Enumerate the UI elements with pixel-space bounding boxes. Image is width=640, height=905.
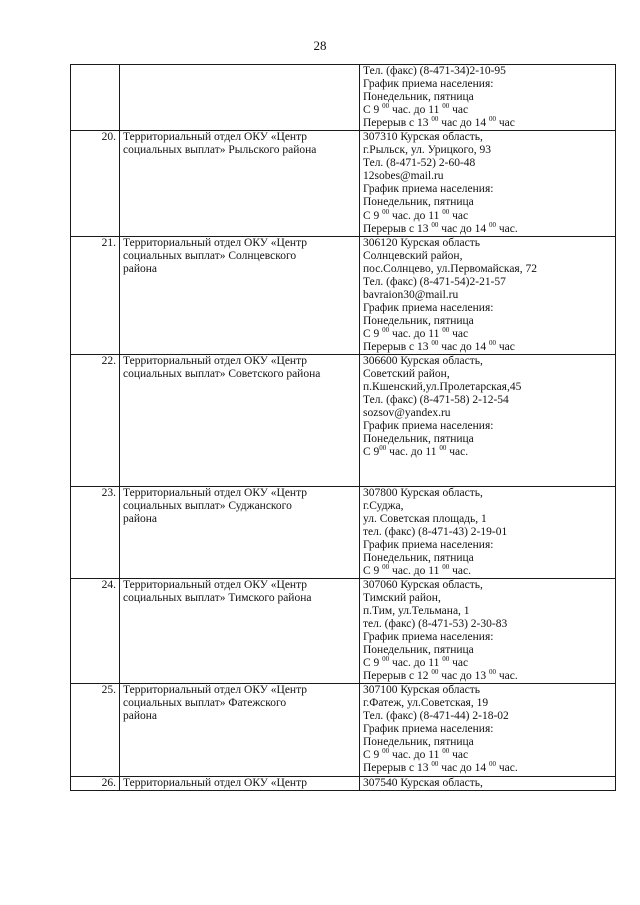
- contact-text: Тел. (факс) (8-471-58) 2-12-54: [363, 394, 509, 407]
- contact-text: Понедельник, пятница: [363, 196, 474, 209]
- contact-text: час до 14: [438, 117, 489, 130]
- contact-line: [363, 670, 612, 683]
- contact-line: [363, 183, 612, 196]
- contact-cell: [360, 355, 616, 486]
- contact-text: г.Суджа,: [363, 499, 404, 512]
- contact-line: [363, 513, 612, 526]
- organization-cell: [120, 776, 360, 790]
- row-number: 21.: [71, 236, 120, 354]
- organization-line: социальных выплат» Солнцевского: [123, 249, 297, 262]
- time-superscript: 00: [431, 338, 439, 347]
- contact-text: час.: [496, 222, 518, 235]
- contact-text: час.: [496, 670, 518, 683]
- contact-text: 307100 Курская область: [363, 684, 480, 697]
- contact-text: час до 13: [438, 670, 489, 683]
- contact-cell: [360, 684, 616, 776]
- contact-text: час. до 11: [389, 104, 443, 117]
- organization-cell: [120, 65, 360, 131]
- organization-line: Территориальный отдел ОКУ «Центр: [123, 776, 308, 789]
- contact-text: час до 14: [438, 222, 489, 235]
- contact-line: [363, 289, 612, 302]
- time-superscript: 00: [382, 562, 390, 571]
- contact-text: График приема населения:: [363, 78, 494, 91]
- organization-cell: [120, 236, 360, 354]
- organization-line: Территориальный отдел ОКУ «Центр: [123, 684, 308, 697]
- time-superscript: 00: [489, 115, 496, 124]
- time-superscript: 00: [442, 207, 450, 216]
- contact-text: Тел. (8-471-52) 2-60-48: [363, 157, 476, 170]
- time-superscript: 00: [431, 220, 439, 229]
- contact-line: [363, 684, 612, 697]
- contact-line: [363, 207, 612, 223]
- contact-line: [363, 644, 612, 657]
- contact-text: час: [449, 327, 469, 340]
- contact-line: [363, 446, 612, 459]
- contact-line: [363, 338, 612, 354]
- contact-text: График приема населения:: [363, 301, 494, 314]
- organization-cell: [120, 131, 360, 236]
- contact-text: Советский район,: [363, 368, 450, 381]
- organization-line: социальных выплат» Суджанского: [123, 499, 292, 512]
- contact-line: [363, 657, 612, 670]
- contact-line: [363, 736, 612, 749]
- time-superscript: 00: [431, 668, 439, 677]
- contact-line: [363, 368, 612, 381]
- contact-cell: [360, 486, 616, 578]
- organization-line: социальных выплат» Тимского района: [123, 591, 312, 604]
- table-row: [71, 684, 616, 776]
- contact-text: С 9: [363, 104, 383, 117]
- contact-text: 307800 Курская область,: [363, 486, 483, 499]
- contact-line: [363, 433, 612, 446]
- contact-line: [363, 196, 612, 209]
- contact-cell: [360, 578, 616, 683]
- table-row: [71, 355, 616, 486]
- time-superscript: 00: [489, 760, 496, 769]
- contact-text: Понедельник, пятница: [363, 433, 474, 446]
- contact-line: [363, 325, 612, 341]
- contact-line: [363, 237, 612, 250]
- contact-line: [363, 472, 612, 485]
- row-number: 24.: [71, 578, 120, 683]
- time-superscript: 00: [379, 444, 387, 453]
- contact-line: [363, 420, 612, 433]
- contact-text: Солнцевский район,: [363, 249, 463, 262]
- contact-text: 12sobes@mail.ru: [363, 170, 444, 183]
- time-superscript: 00: [442, 562, 450, 571]
- contact-text: час. до 11: [389, 209, 443, 222]
- contact-line: [363, 302, 612, 315]
- contact-text: час: [449, 209, 469, 222]
- row-number: 25.: [71, 684, 120, 776]
- contact-text: С 9: [363, 446, 380, 459]
- organization-line: района: [123, 512, 158, 525]
- contact-line: [363, 276, 612, 289]
- contact-text: час.: [449, 564, 471, 577]
- departments-table: [70, 64, 616, 791]
- contact-line: [363, 526, 612, 539]
- time-superscript: 00: [489, 338, 496, 347]
- time-superscript: 00: [442, 325, 450, 334]
- contact-text: Перерыв с 13: [363, 117, 432, 130]
- contact-text: С 9: [363, 749, 383, 762]
- table-row: [71, 131, 616, 236]
- organization-line: Территориальный отдел ОКУ «Центр: [123, 486, 308, 499]
- organization-line: Территориальный отдел ОКУ «Центр: [123, 355, 308, 368]
- contact-line: [363, 631, 612, 644]
- time-superscript: 00: [439, 444, 447, 453]
- organization-line: района: [123, 262, 158, 275]
- contact-line: [363, 104, 612, 117]
- table-row: [71, 236, 616, 354]
- time-superscript: 00: [431, 115, 439, 124]
- organization-line: социальных выплат» Фатежского: [123, 697, 287, 710]
- contact-line: [363, 552, 612, 565]
- contact-line: [363, 315, 612, 328]
- contact-line: [363, 170, 612, 183]
- contact-text: bavraion30@mail.ru: [363, 288, 459, 301]
- contact-text: Тел. (факс) (8-471-54)2-21-57: [363, 275, 506, 288]
- row-number: 26.: [71, 776, 120, 790]
- contact-text: час: [449, 657, 469, 670]
- table-body: [71, 65, 616, 791]
- table-row: [71, 486, 616, 578]
- contact-text: 307060 Курская область,: [363, 578, 483, 591]
- contact-line: [363, 117, 612, 130]
- contact-text: Понедельник, пятница: [363, 644, 474, 657]
- contact-text: График приема населения:: [363, 723, 494, 736]
- organization-line: Территориальный отдел ОКУ «Центр: [123, 578, 308, 591]
- contact-text: час: [496, 340, 515, 353]
- contact-line: [363, 710, 612, 723]
- contact-line: [363, 263, 612, 276]
- contact-text: Тимский район,: [363, 591, 441, 604]
- time-superscript: 00: [489, 220, 496, 229]
- contact-text: п.Кшенский,ул.Пролетарская,45: [363, 381, 522, 394]
- contact-text: час: [496, 117, 515, 130]
- contact-line: [363, 539, 612, 552]
- contact-line: [363, 91, 612, 104]
- contact-line: [363, 605, 612, 618]
- contact-cell: [360, 131, 616, 236]
- contact-text: Тел. (факс) (8-471-44) 2-18-02: [363, 710, 509, 723]
- contact-line: [363, 762, 612, 775]
- contact-line: [363, 78, 612, 91]
- contact-line: [363, 777, 612, 790]
- contact-text: sozsov@yandex.ru: [363, 407, 451, 420]
- contact-line: [363, 394, 612, 407]
- time-superscript: 00: [442, 102, 450, 111]
- contact-line: [363, 65, 612, 78]
- contact-text: Понедельник, пятница: [363, 736, 474, 749]
- row-number: 22.: [71, 355, 120, 486]
- organization-cell: [120, 684, 360, 776]
- contact-line: [363, 592, 612, 605]
- contact-line: [363, 562, 612, 578]
- organization-line: социальных выплат» Рыльского района: [123, 144, 317, 157]
- contact-text: час. до 11: [389, 327, 443, 340]
- contact-text: 306600 Курская область,: [363, 355, 483, 368]
- contact-text: Понедельник, пятница: [363, 314, 474, 327]
- contact-text: Тел. (факс) (8-471-34)2-10-95: [363, 65, 506, 77]
- row-number: 20.: [71, 131, 120, 236]
- contact-line: [363, 459, 612, 472]
- time-superscript: 00: [442, 655, 450, 664]
- contact-line: [363, 723, 612, 736]
- contact-text: С 9: [363, 327, 383, 340]
- contact-line: [363, 220, 612, 236]
- contact-text: График приема населения:: [363, 183, 494, 196]
- contact-line: [363, 579, 612, 592]
- contact-text: пос.Солнцево, ул.Первомайская, 72: [363, 262, 537, 275]
- contact-text: час: [449, 104, 469, 117]
- time-superscript: 00: [431, 760, 439, 769]
- contact-text: График приема населения:: [363, 631, 494, 644]
- contact-line: [363, 487, 612, 500]
- contact-text: Понедельник, пятница: [363, 551, 474, 564]
- contact-text: час: [449, 749, 469, 762]
- contact-line: [363, 355, 612, 368]
- contact-text: 307310 Курская область,: [363, 131, 483, 144]
- contact-text: Понедельник, пятница: [363, 91, 474, 104]
- contact-text: 306120 Курская область: [363, 236, 480, 249]
- contact-text: График приема населения:: [363, 420, 494, 433]
- contact-text: час.: [446, 446, 469, 459]
- contact-line: [363, 250, 612, 263]
- organization-line: Территориальный отдел ОКУ «Центр: [123, 236, 308, 249]
- contact-cell: [360, 236, 616, 354]
- contact-text: час. до 11: [389, 657, 443, 670]
- contact-text: Перерыв с 12: [363, 670, 432, 683]
- contact-text: ул. Советская площадь, 1: [363, 512, 487, 525]
- time-superscript: 00: [382, 207, 390, 216]
- contact-line: [363, 407, 612, 420]
- time-superscript: 00: [382, 747, 390, 756]
- contact-text: п.Тим, ул.Тельмана, 1: [363, 604, 470, 617]
- row-number: 23.: [71, 486, 120, 578]
- contact-line: [363, 697, 612, 710]
- contact-text: час. до 11: [389, 749, 443, 762]
- contact-text: час. до 11: [386, 446, 440, 459]
- organization-line: социальных выплат» Советского района: [123, 368, 321, 381]
- time-superscript: 00: [382, 655, 390, 664]
- contact-line: [363, 618, 612, 631]
- contact-text: Перерыв с 13: [363, 222, 432, 235]
- time-superscript: 00: [382, 325, 390, 334]
- contact-text: Перерыв с 13: [363, 762, 432, 775]
- contact-line: [363, 381, 612, 394]
- organization-cell: [120, 486, 360, 578]
- contact-line: [363, 131, 612, 144]
- contact-text: С 9: [363, 657, 383, 670]
- row-number: [71, 65, 120, 131]
- contact-text: тел. (факс) (8-471-43) 2-19-01: [363, 525, 508, 538]
- page-number: 28: [313, 38, 327, 53]
- time-superscript: 00: [489, 668, 496, 677]
- contact-text: График приема населения:: [363, 538, 494, 551]
- time-superscript: 00: [442, 747, 450, 756]
- table-row: [71, 65, 616, 131]
- contact-text: С 9: [363, 564, 383, 577]
- organization-line: района: [123, 710, 158, 723]
- contact-text: г.Фатеж, ул.Советская, 19: [363, 697, 489, 710]
- table-row: [71, 578, 616, 683]
- contact-line: [363, 500, 612, 513]
- time-superscript: 00: [382, 102, 390, 111]
- contact-cell: [360, 65, 616, 131]
- contact-line: [363, 157, 612, 170]
- contact-text: Перерыв с 13: [363, 340, 432, 353]
- contact-text: час до 14: [438, 340, 489, 353]
- table-row: [71, 776, 616, 790]
- organization-line: Территориальный отдел ОКУ «Центр: [123, 131, 308, 144]
- organization-cell: [120, 578, 360, 683]
- contact-text: час. до 11: [389, 564, 443, 577]
- contact-text: 307540 Курская область,: [363, 776, 483, 789]
- organization-cell: [120, 355, 360, 486]
- contact-text: тел. (факс) (8-471-53) 2-30-83: [363, 617, 508, 630]
- contact-text: С 9: [363, 209, 383, 222]
- contact-line: [363, 749, 612, 762]
- contact-text: час.: [496, 762, 518, 775]
- contact-text: час до 14: [438, 762, 489, 775]
- contact-cell: [360, 776, 616, 790]
- contact-text: г.Рыльск, ул. Урицкого, 93: [363, 144, 491, 157]
- contact-line: [363, 144, 612, 157]
